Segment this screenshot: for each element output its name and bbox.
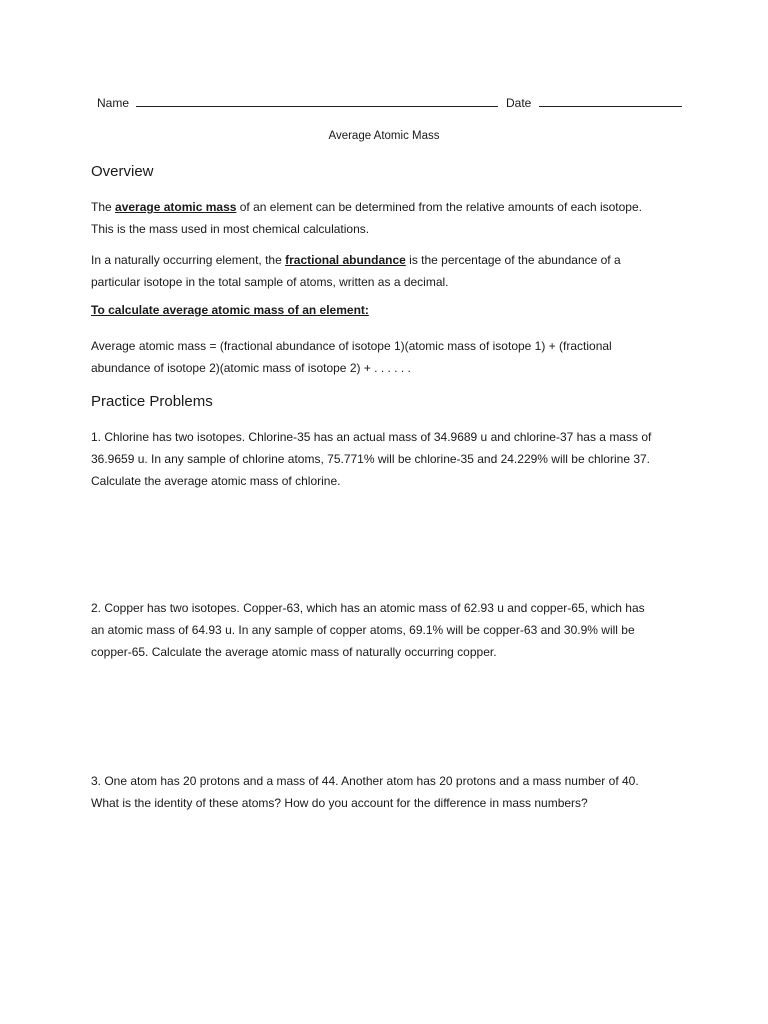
term-fractional-abundance: fractional abundance [285, 253, 406, 267]
formula-text: Average atomic mass = (fractional abundance of isotope 1)(atomic mass of isotope 1) + (fractional abundance of isotope 2)(atomic mass of isotope 2) + . . . . . . [91, 339, 612, 375]
date-label: Date [506, 96, 532, 110]
problem-3: 3. One atom has 20 protons and a mass of 44. Another atom has 20 protons and a mass number of 40. What is the identity of these atoms? How do you account for the difference in mass numbers? [91, 774, 639, 810]
p1-post: of an element can be determined from the relative amounts of each isotope. This is the mass used in most chemical calculations. [91, 200, 642, 236]
term-average-atomic-mass: average atomic mass [115, 200, 237, 214]
name-label: Name [97, 96, 130, 110]
date-row [506, 94, 682, 110]
name-blank-line[interactable] [136, 94, 498, 107]
problem-1: 1. Chlorine has two isotopes. Chlorine-35 has an actual mass of 34.9689 u and chlorine-37 has a mass of 36.9659 u. In any sample of chlorine atoms, 75.771% will be chlorine-35 and 24.229% will be chlorine 37. Calculate the average atomic mass of chlorine. [91, 430, 652, 488]
problem-2: 2. Copper has two isotopes. Copper-63, which has an atomic mass of 62.93 u and copper-65, which has an atomic mass of 64.93 u. In any sample of copper atoms, 69.1% will be copper-63 and 30.9% will be copper-65. Calculate the average atomic mass of naturally occurring copper. [91, 601, 645, 659]
date-blank-line[interactable] [539, 94, 682, 107]
practice-heading: Practice Problems [91, 393, 213, 410]
calc-heading: To calculate average atomic mass of an element: [91, 303, 369, 317]
overview-paragraph-1 [91, 196, 661, 240]
overview-heading: Overview [91, 163, 154, 180]
name-row [97, 94, 498, 110]
p2-pre: In a naturally occurring element, the [91, 253, 286, 267]
p1-pre: The [91, 200, 116, 214]
page-title: Average Atomic Mass [328, 130, 440, 142]
overview-paragraph-2 [91, 249, 661, 293]
p2-post: is the percentage of the abundance of a particular isotope in the total sample of atoms, written as a decimal. [91, 253, 621, 289]
